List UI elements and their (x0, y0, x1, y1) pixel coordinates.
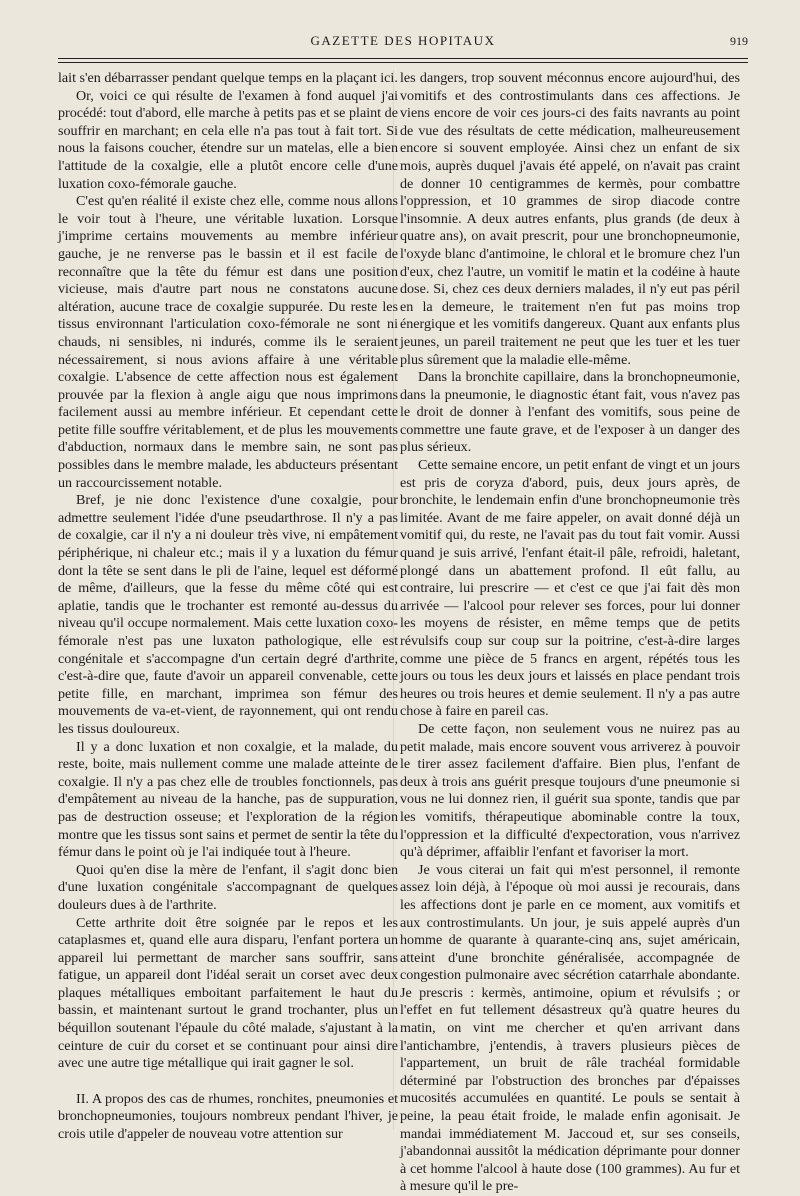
paragraph: Or, voici ce qui résulte de l'examen à fond auquel j'ai procédé: tout d'abord, elle marche à petits pas et se plaint de souffrir en marchant; en cela elle n'a pas tout à fait tort. Si nous la faisons coucher, étendre sur un matelas, elle a bien l'attitude de la coxalgie, elle a plutôt encore celle d'une luxation coxo-fémorale gauche. (58, 87, 398, 192)
paragraph: lait s'en débarrasser pendant quelque temps en la plaçant ici. (58, 70, 398, 86)
running-title: GAZETTE DES HOPITAUX (310, 33, 496, 48)
paragraph: Bref, je nie donc l'existence d'une coxalgie, pour admettre seulement l'idée d'une pseudarthrose. Il n'y a pas de coxalgie, car il n'y a ni douleur très vive, ni empâtement périphérique, ni chaleur etc.; mais il y a luxation du fémur dont la tête se sent dans le pli de l'aine, lequel est déformé de même, d'ailleurs, que la fesse du même côté qui est aplatie, tandis que le trochanter est remonté au-dessus du niveau qu'il occupe normalement. Mais cette luxation coxo-fémorale n'est pas une luxaton pathologique, elle est congénitale et s'accompagne d'un certain degré d'arthrite, c'est-à-dire que, faute d'avoir un appareil convenable, cette petite fille, en marchant, imprimea son fémur des mouvements de va-et-vient, de rayonnement, qui ont rendu les tissus douloureux. (58, 492, 398, 737)
paragraph: C'est qu'en réalité il existe chez elle, comme nous allons le voir tout à l'heure, une véritable luxation. Lorsque j'imprime certains mouvements au membre inférieur gauche, je ne renverse pas le bassin et il est facile de reconnaître que la tête du fémur est dans une position vicieuse, mais d'autre part nous ne constatons aucune altération, aucune trace de coxalgie suppurée. Du reste les tissus environnant l'articulation coxo-fémorale ne sont ni chauds, ni sensibles, ni indurés, comme ils le seraient nécessairement, si nous avions affaire à une véritable coxalgie. L'absence de cette affection nous est également prouvée par la flexion à angle aigu que nous imprimons facilement aussi au membre inférieur. Et cependant cette petite fille souffre véritablement, et de plus les mouvements d'abduction, normaux dans le membre sain, ne sont pas possibles dans le membre malade, les abducteurs présentant un raccourcissement notable. (58, 193, 398, 491)
paragraph: Quoi qu'en dise la mère de l'enfant, il s'agit donc bien d'une luxation congénitale s'accompagnant de quelques douleurs dues à de l'arthrite. (58, 861, 398, 913)
paragraph: les dangers, trop souvent méconnus encore aujourd'hui, des vomitifs et des controstimulants dans ces affections. Je viens encore de voir ces jours-ci des faits navrants au point de vue des résultats de cette médication, malheureusement encore si souvent employée. Ainsi chez un enfant de six mois, auprès duquel j'avais été appelé, on n'avait pas craint de donner 10 centigrammes de kermès, pour combattre l'oppression, et 10 grammes de sirop diacode contre l'insomnie. A deux autres enfants, plus grands (de deux à quatre ans), on avait prescrit, pour une bronchopneumonie, l'oxyde blanc d'antimoine, le chloral et le bromure chez l'un d'eux, chez l'autre, un vomitif le matin et la codéine à haute dose. Si, chez ces deux derniers malades, il n'y eut pas péril en la demeure, le traitement n'en fut pas moins trop énergique et les vomitifs dangereux. Quant aux enfants plus jeunes, un pareil traitement ne peut que les tuer et les tuer plus sûrement que la maladie elle-même. (400, 70, 740, 368)
paragraph: Cette semaine encore, un petit enfant de vingt et un jours est pris de coryza d'abord, puis, deux jours après, de bronchite, le lendemain enfin d'une bronchopneumonie très limitée. Avant de me faire appeler, on avait donné déjà un vomitif qui, du reste, ne l'avait pas du tout fait vomir. Aussi quand je suis arrivé, l'enfant était-il pâle, refroidi, haletant, plongé dans un abattement profond. Il eût fallu, au contraire, lui prescrire — et c'est ce que j'ai fait dès mon arrivée — l'alcool pour relever ses forces, pour lui donner les moyens de résister, en même temps que de petits révulsifs coup sur coup sur la poitrine, c'est-à-dire larges comme une pièce de 5 francs en argent, répétés tous les jours ou tous les deux jours et laissés en place pendant trois heures ou trois heures et demie seulement. Il n'y a pas autre chose à faire en pareil cas. (400, 457, 740, 720)
paragraph: Dans la bronchite capillaire, dans la bronchopneumonie, dans la pneumonie, le diagnostic étant fait, vous n'avez pas le droit de donner à l'enfant des vomitifs, sous peine de commettre une faute grave, et de l'exposer à un danger des plus sérieux. (400, 369, 740, 456)
paragraph: Je vous citerai un fait qui m'est personnel, il remonte assez loin déjà, à l'époque où moi aussi je recourais, dans les affections dont je parle en ce moment, aux vomitifs et aux controstimulants. Un jour, je suis appelé auprès d'un homme de quarante à quarante-cinq ans, sujet américain, atteint d'une bronchite généralisée, accompagnée de congestion pulmonaire avec sécrétion catarrhale abondante. Je prescris : kermès, antimoine, opium et révulsifs ; or l'effet en fut tellement désastreux qu'à quatre heures du matin, on vint me chercher et qu'en arrivant dans l'antichambre, j'entendis, à travers plusieurs pièces de l'appartement, un bruit de râle trachéal formidable déterminé par l'obstruction des bronches par d'épaisses mucosités accumulées en quantité. Le pouls se sentait à peine, la peau était froide, le malade enfin agonisait. Je mandai immédiatement M. Jaccoud et, sur ses conseils, j'abandonnai aussitôt la médication déprimante pour donner à cet homme l'alcool à haute dose (100 grammes). Au fur et à mesure qu'il le pre- (400, 861, 740, 1195)
header-rule (58, 62, 748, 63)
page-header (58, 33, 748, 59)
left-column (58, 70, 398, 1144)
section-start-paragraph: II. A propos des cas de rhumes, ronchites, pneumonies et bronchopneumonies, toujours nombreux pendant l'hiver, je crois utile d'appeler de nouveau votre attention sur (58, 1090, 398, 1143)
paragraph: De cette façon, non seulement vous ne nuirez pas au petit malade, mais encore souvent vous arriverez à pouvoir le tirer assez facilement d'affaire. Bien plus, l'enfant de deux à trois ans guérit presque toujours d'une pneumonie si vous ne lui donnez rien, il guérit sua sponte, tandis que par les vomitifs, thérapeutique abominable contre la toux, l'oppression et la difficulté d'expectoration, vous n'arrivez qu'à déprimer, affaiblir l'enfant et favoriser la mort. (400, 720, 740, 861)
right-column (400, 70, 740, 1196)
header-rule (58, 58, 748, 59)
paragraph: Il y a donc luxation et non coxalgie, et la malade, du reste, boite, mais nullement comme une malade atteinte de coxalgie. Il n'y a pas chez elle de troubles fonctionnels, pas d'empâtement au niveau de la hanche, pas de suppuration, pas de destruction osseuse; et l'exploration de la région montre que les tissus sont sains et permet de sentir la tête du fémur dans le point où je l'ai indiquée tout à l'heure. (58, 738, 398, 861)
paragraph: Cette arthrite doit être soignée par le repos et les cataplasmes et, quand elle aura disparu, l'enfant portera un appareil lui permettant de marcher sans souffrir, sans fatigue, un appareil dont l'idéal serait un corset avec deux plaques métalliques emboitant parfaitement le haut du bassin, et maintenant surtout le grand trochanter, plus un béquillon soutenant l'épaule du côté malade, s'ajustant à la ceinture de cuir du corset et se continuant pour ainsi dire avec une autre tige métallique qui irait gagner le sol. (58, 914, 398, 1072)
page-number: 919 (730, 34, 748, 48)
